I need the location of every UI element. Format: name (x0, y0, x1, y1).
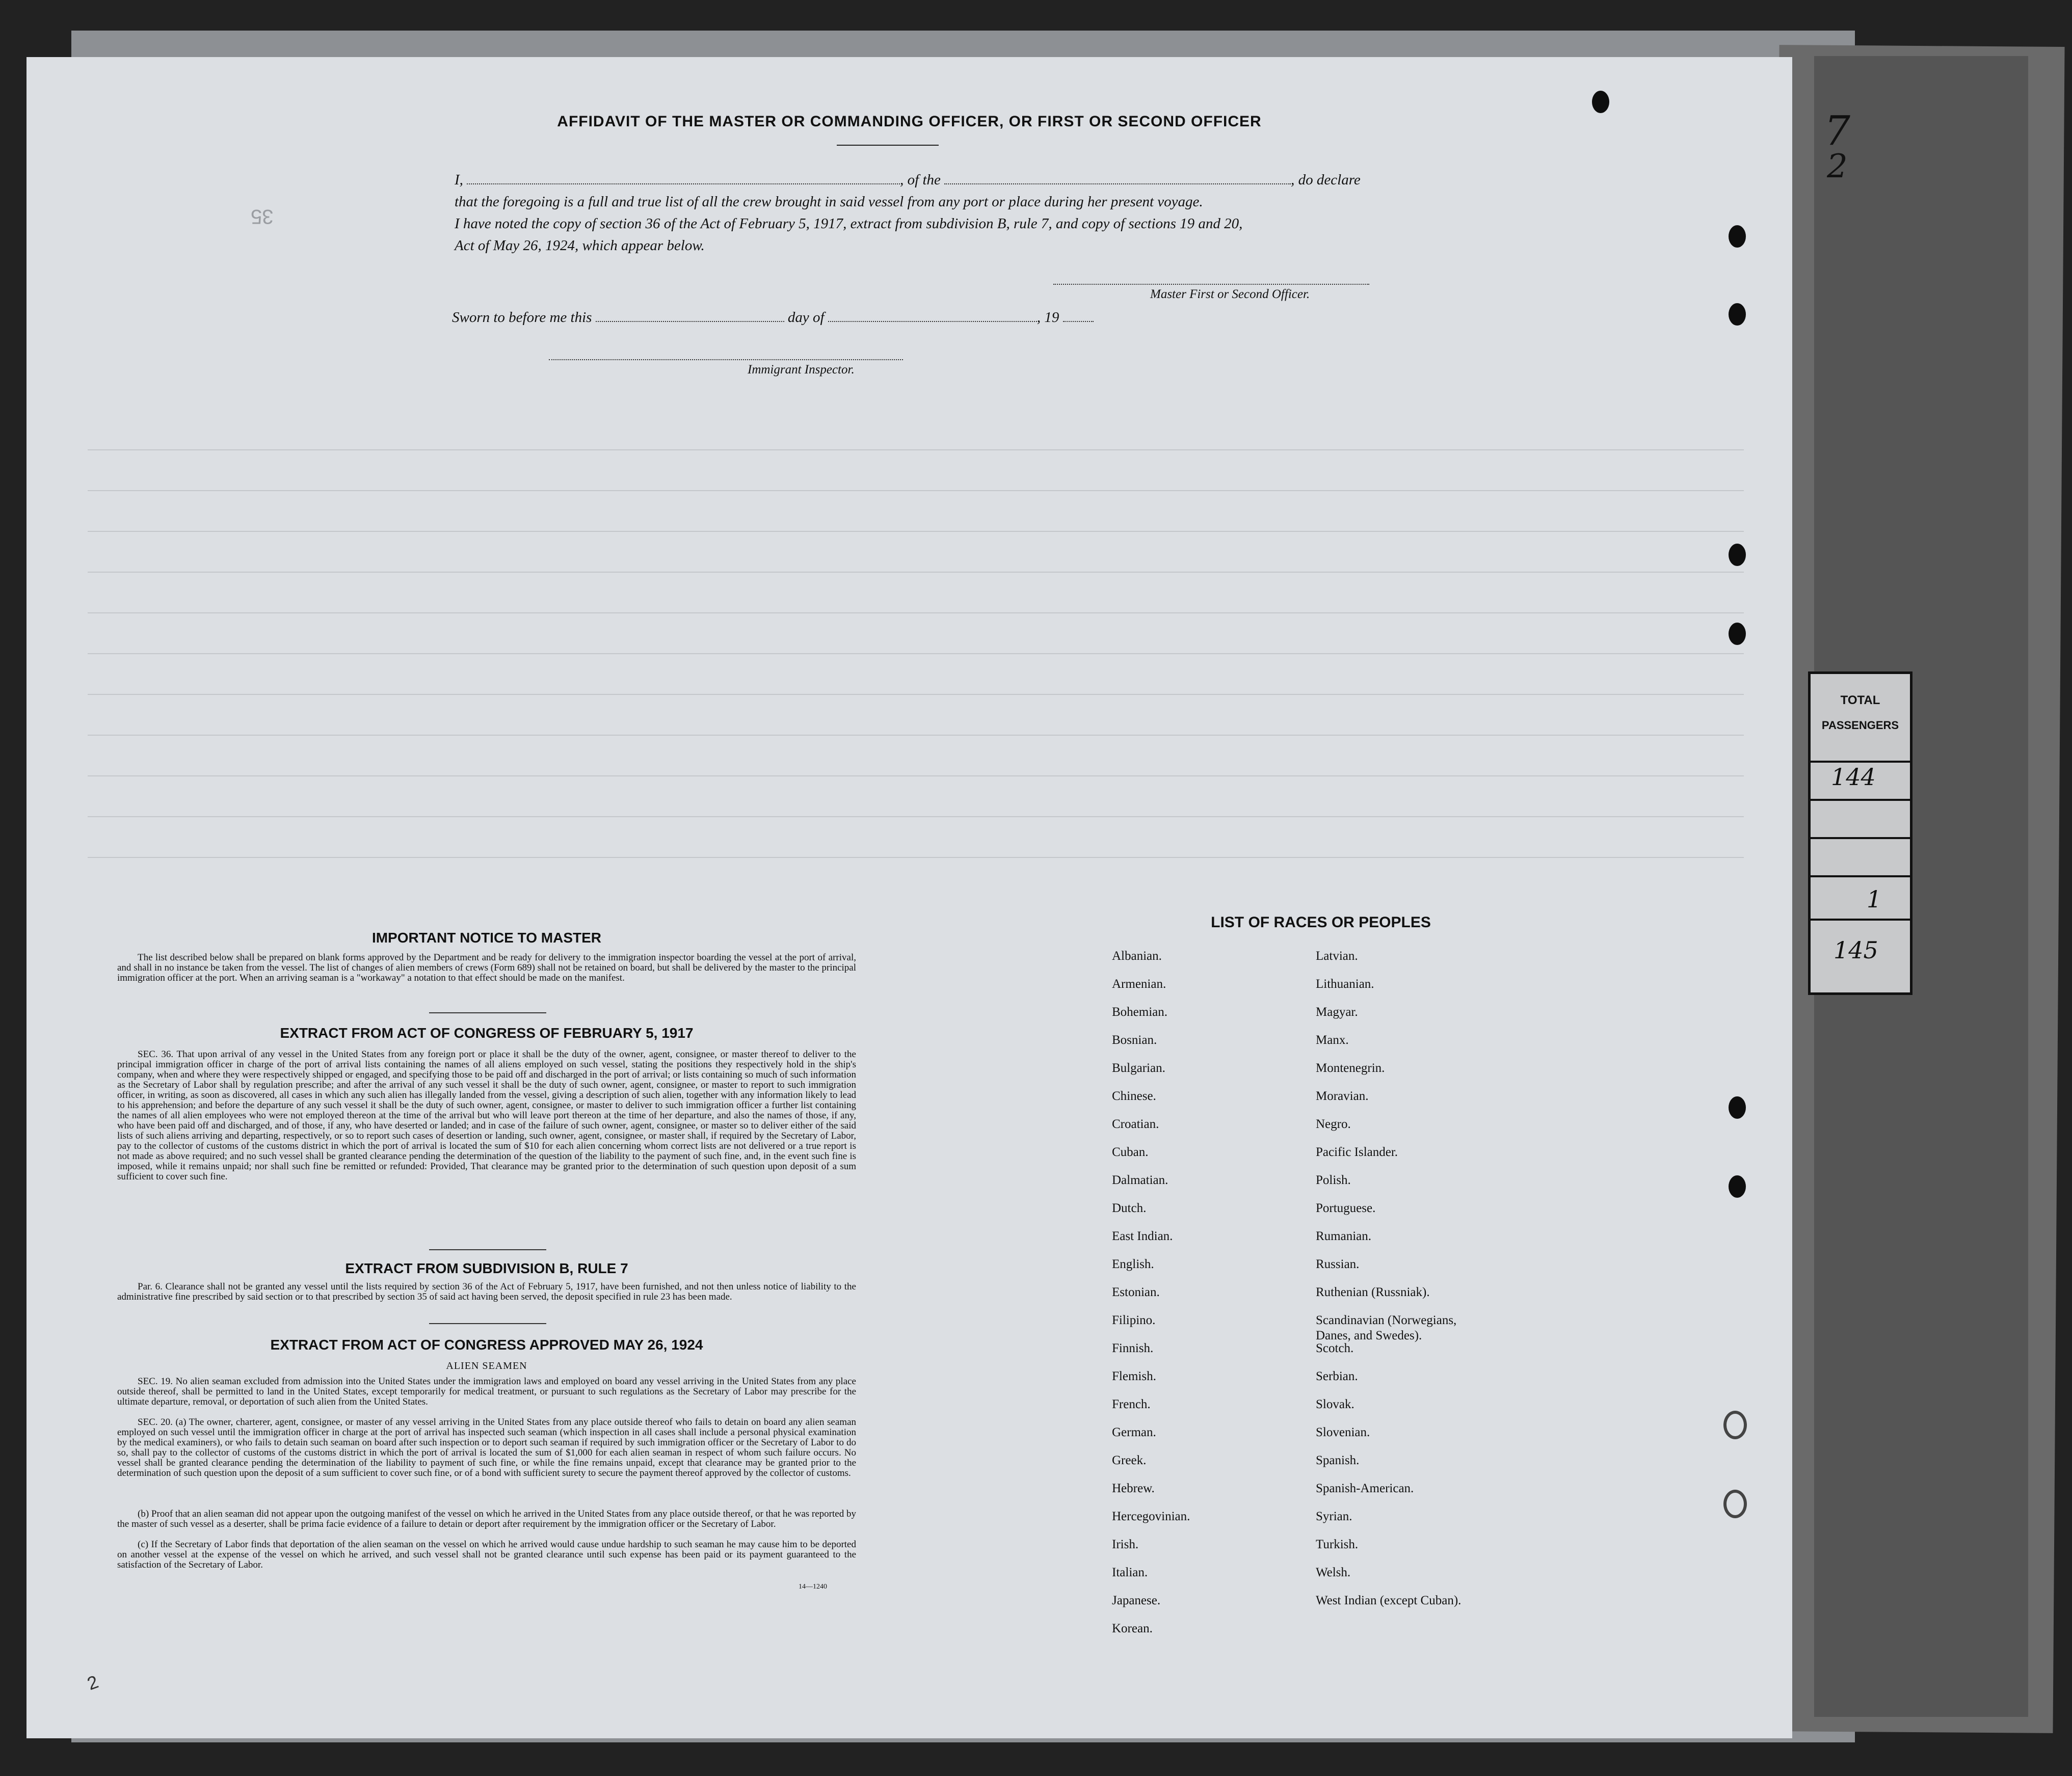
race-item: Portuguese. (1316, 1201, 1376, 1215)
extract-1924-title: EXTRACT FROM ACT OF CONGRESS APPROVED MAY 26, 1924 (270, 1337, 703, 1353)
race-item: Rumanian. (1316, 1229, 1372, 1243)
tab-rule (1811, 799, 1910, 801)
binder-hole (1729, 303, 1746, 326)
handwritten-number: 2 (1827, 148, 1848, 185)
sworn-year-blank (1063, 311, 1094, 322)
bleed-through-line (88, 449, 1744, 450)
race-item: Dutch. (1112, 1201, 1147, 1215)
vessel-blank (944, 173, 1291, 184)
tab-heading: PASSENGERS (1821, 719, 1899, 732)
bleed-through-line (88, 694, 1744, 695)
alien-seamen-subtitle: ALIEN SEAMEN (446, 1360, 527, 1371)
bleed-through-line (88, 653, 1744, 654)
race-item: Filipino. (1112, 1313, 1156, 1327)
section-rule (429, 1323, 546, 1324)
sworn-line (452, 309, 1094, 326)
race-item: Manx. (1316, 1033, 1349, 1047)
race-item: Flemish. (1112, 1369, 1156, 1383)
bleed-through-line (88, 572, 1744, 573)
race-item: Polish. (1316, 1173, 1351, 1187)
page-mark: 35 (251, 205, 274, 228)
race-item: Montenegrin. (1316, 1061, 1385, 1075)
binder-hole (1729, 544, 1746, 566)
affidavit-text: that the foregoing is a full and true list of all the crew brought in said vessel from any port or place during her present voyage. (455, 194, 1203, 210)
race-item: Ruthenian (Russniak). (1316, 1285, 1430, 1299)
affidavit-text: day of (787, 309, 825, 326)
race-item: Japanese. (1112, 1594, 1161, 1607)
race-item: Lithuanian. (1316, 977, 1374, 991)
bleed-through-line (88, 775, 1744, 776)
section-rule (429, 1249, 546, 1250)
race-item: Spanish. (1316, 1454, 1360, 1467)
tab-value: 145 (1834, 936, 1878, 964)
race-item: Spanish-American. (1316, 1482, 1414, 1495)
tab-value: 1 (1867, 885, 1882, 913)
binder-hole (1729, 225, 1746, 248)
race-item: French. (1112, 1397, 1151, 1411)
race-item: Finnish. (1112, 1341, 1154, 1355)
affidavit-title: AFFIDAVIT OF THE MASTER OR COMMANDING OFFICER, OR FIRST OR SECOND OFFICER (557, 113, 1262, 130)
binder-hole (1723, 1411, 1747, 1439)
race-item: Turkish. (1316, 1538, 1359, 1551)
race-item: Serbian. (1316, 1369, 1358, 1383)
affidavit-text: , of the (900, 172, 941, 188)
race-item: Scandinavian (Norwegians, Danes, and Swedes). (1316, 1313, 1457, 1342)
master-caption: Master First or Second Officer. (1150, 287, 1310, 301)
race-item: German. (1112, 1425, 1156, 1439)
tab-heading: TOTAL (1840, 693, 1880, 707)
bleed-through-line (88, 531, 1744, 532)
race-item: English. (1112, 1257, 1154, 1271)
sec20c-body: (c) If the Secretary of Labor finds that deportation of the alien seaman on the vessel on which he arrived would cause undue hardship to such seaman he may cause him to be deported on another vessel at the expense of the vessel on which he arrived, and such vessel shall not be granted clearance until such expense has been paid or its payment guaranteed to the satisfaction of the Secretary of Labor. (117, 1539, 856, 1570)
race-item: Magyar. (1316, 1005, 1358, 1019)
tab-rule (1811, 837, 1910, 839)
race-item: Slovenian. (1316, 1425, 1370, 1439)
binder-hole (1729, 1175, 1746, 1198)
affidavit-text: Act of May 26, 1924, which appear below. (455, 237, 705, 254)
affidavit-text: , do declare (1291, 172, 1361, 188)
inspector-signature-line (549, 359, 903, 360)
race-item: Scotch. (1316, 1341, 1354, 1355)
sec20b-body: (b) Proof that an alien seaman did not appear upon the outgoing manifest of the vessel on which he arrived in the United States from any place outside thereof, or that he was reported by the master of such vessel as a deserter, shall be prima facie evidence of a failure to detain or deport after requirement by the immigration officer or the Secretary of Labor. (117, 1509, 856, 1529)
extract-1917-body: SEC. 36. That upon arrival of any vessel in the United States from any foreign port or place it shall be the duty of the owner, agent, consignee, or master thereof to deliver to the principal immigration officer in charge of the port of arrival lists containing the names of all aliens employed on such vessel, stating the positions they respectively hold in the ship's company, when and where they were respectively shipped or engaged, and specifying those to be paid off and discharged in the port of arrival; or lists containing so much of such information as the Secretary of Labor shall by regulation prescribe; and after the arrival of any such vessel it shall be the duty of such owner, agent, consignee, or master to report to such immigration officer, in writing, as soon as discovered, all cases in which any such alien has illegally landed from the vessel, giving a description of such alien, together with any information likely to lead to his apprehension; and before the departure of any such vessel it shall be the duty of such owner, agent, consignee, or master to deliver to such immigration officer a further list containing the names of all alien employees who were not employed thereon at the time of the arrival but who will leave port thereon at the time of her departure, and also the names of those, if any, who have been paid off and discharged, and of those, if any, who have deserted or landed; and in case of the failure of such owner, agent, consignee, or master so to deliver either of the said lists of such aliens arriving and departing, respectively, or so to report such cases of desertion or landing, such owner, agent, consignee, or master shall, if required by the Secretary of Labor, pay to the collector of customs of the customs district in which the port of arrival is located the sum of $10 for each alien concerning whom correct lists are not delivered or a true report is not made as above required; and no such vessel shall be granted clearance pending the determination of the question of the liability to the payment of such fine, and, in the event such fine is imposed, while it remains unpaid; nor shall such fine be remitted or refunded: Provided, That clearance may be granted prior to the determination of such question upon deposit of a sum sufficient to cover such fine. (117, 1049, 856, 1182)
race-item: Croatian. (1112, 1117, 1159, 1131)
race-item: Hebrew. (1112, 1482, 1155, 1495)
race-item: Korean. (1112, 1622, 1153, 1635)
affidavit-declaration-line (455, 172, 1361, 189)
title-rule (837, 145, 939, 146)
extract-1917-title: EXTRACT FROM ACT OF CONGRESS OF FEBRUARY 5, 1917 (280, 1025, 694, 1041)
inspector-caption: Immigrant Inspector. (748, 363, 855, 376)
race-item: Pacific Islander. (1316, 1145, 1398, 1159)
races-column-1 (1112, 949, 1295, 1649)
binder-hole (1723, 1490, 1747, 1518)
race-item: Slovak. (1316, 1397, 1354, 1411)
rule7-title: EXTRACT FROM SUBDIVISION B, RULE 7 (345, 1260, 628, 1276)
sec20a-body: SEC. 20. (a) The owner, charterer, agent, consignee, or master of any vessel arriving in the United States from any place outside thereof who fails to detain on board any alien seaman employed on such vessel until the immigration officer in charge at the port of arrival has inspected such seaman (which inspection in all cases shall include a personal physical examination by the medical examiners), or who fails to detain such seaman on board after such inspection or to deport such seaman if required by such immigration officer or the Secretary of Labor to do so, shall pay to the collector of customs of the customs district in which the port of arrival is located the sum of $1,000 for each alien seaman in respect of whom such failure occurs. No vessel shall be granted clearance pending the determination of the liability to payment of such fine, or while the fine remains unpaid, except that clearance may be granted prior to the determination of such question upon the deposit of a sum sufficient to cover such fine, or of a bond with sufficient surety to secure the payment thereof approved by the collector of customs. (117, 1417, 856, 1478)
name-blank (467, 173, 900, 184)
notice-body: The list described below shall be prepared on blank forms approved by the Department and be ready for delivery to the immigration inspector boarding the vessel at the port of arrival, and shall in no instance be taken from the vessel. The list of changes of alien members of crews (Form 689) shall not be retained on board, but shall be delivered by the master to the principal immigration officer at the port. When an arriving seaman is a "workaway" a notation to that effect should be made on the manifest. (117, 952, 856, 983)
race-item: Russian. (1316, 1257, 1360, 1271)
races-column-2 (1316, 949, 1581, 1621)
bleed-through-line (88, 735, 1744, 736)
binder-hole (1592, 91, 1609, 113)
race-item: Albanian. (1112, 949, 1162, 963)
race-item: Bulgarian. (1112, 1061, 1165, 1075)
corner-mark: 2 (84, 1671, 101, 1694)
tab-value: 144 (1831, 763, 1876, 791)
race-item: Bohemian. (1112, 1005, 1168, 1019)
sworn-day-blank (596, 311, 784, 322)
sworn-month-blank (828, 311, 1037, 322)
total-passengers-tab (1808, 671, 1912, 995)
race-item: Estonian. (1112, 1285, 1160, 1299)
race-item: Cuban. (1112, 1145, 1149, 1159)
race-item: Greek. (1112, 1454, 1147, 1467)
bleed-through-line (88, 857, 1744, 858)
rule7-body: Par. 6. Clearance shall not be granted any vessel until the lists required by section 36 of the Act of February 5, 1917, have been furnished, and not then unless notice of liability to the administrative fine prescribed by said section or to that prescribed by section 35 of said act having been served, the deposit specified in rule 23 has been made. (117, 1281, 856, 1302)
handwritten-number: 7 (1824, 107, 1850, 154)
race-item: Hercegovinian. (1112, 1510, 1190, 1523)
binder-hole (1729, 623, 1746, 645)
sec19-body: SEC. 19. No alien seaman excluded from admission into the United States under the immigration laws and employed on board any vessel arriving in the United States from any place outside thereof, shall be permitted to land in the United States, except temporarily for medical treatment, or pursuant to such regulations as the Secretary of Labor may prescribe for the ultimate departure, removal, or deportation of such alien from the United States. (117, 1376, 856, 1407)
section-rule (429, 1012, 546, 1013)
race-item: Syrian. (1316, 1510, 1352, 1523)
tab-rule (1811, 761, 1910, 763)
race-item: East Indian. (1112, 1229, 1173, 1243)
race-item: Italian. (1112, 1566, 1148, 1579)
race-item: Armenian. (1112, 977, 1166, 991)
bleed-through-line (88, 490, 1744, 491)
affidavit-text: Sworn to before me this (452, 309, 592, 326)
race-item: Dalmatian. (1112, 1173, 1168, 1187)
master-signature-line (1053, 284, 1369, 285)
affidavit-text: I, (455, 172, 463, 188)
bleed-through-line (88, 816, 1744, 817)
race-item: West Indian (except Cuban). (1316, 1594, 1462, 1607)
race-item: Welsh. (1316, 1566, 1351, 1579)
tab-rule (1811, 875, 1910, 877)
binder-hole (1729, 1096, 1746, 1119)
race-item: Bosnian. (1112, 1033, 1157, 1047)
affidavit-text: , 19 (1037, 309, 1059, 326)
races-title: LIST OF RACES OR PEOPLES (1211, 914, 1431, 931)
race-item: Chinese. (1112, 1089, 1156, 1103)
tab-rule (1811, 919, 1910, 921)
bleed-through-line (88, 612, 1744, 613)
race-item: Negro. (1316, 1117, 1351, 1131)
manifest-page (26, 57, 1792, 1738)
race-item: Irish. (1112, 1538, 1139, 1551)
form-number: 14—1240 (799, 1583, 827, 1591)
race-item: Latvian. (1316, 949, 1358, 963)
affidavit-text: I have noted the copy of section 36 of the Act of February 5, 1917, extract from subdivision B, rule 7, and copy of sections 19 and 20, (455, 216, 1243, 232)
race-item: Moravian. (1316, 1089, 1369, 1103)
notice-title: IMPORTANT NOTICE TO MASTER (371, 930, 602, 946)
